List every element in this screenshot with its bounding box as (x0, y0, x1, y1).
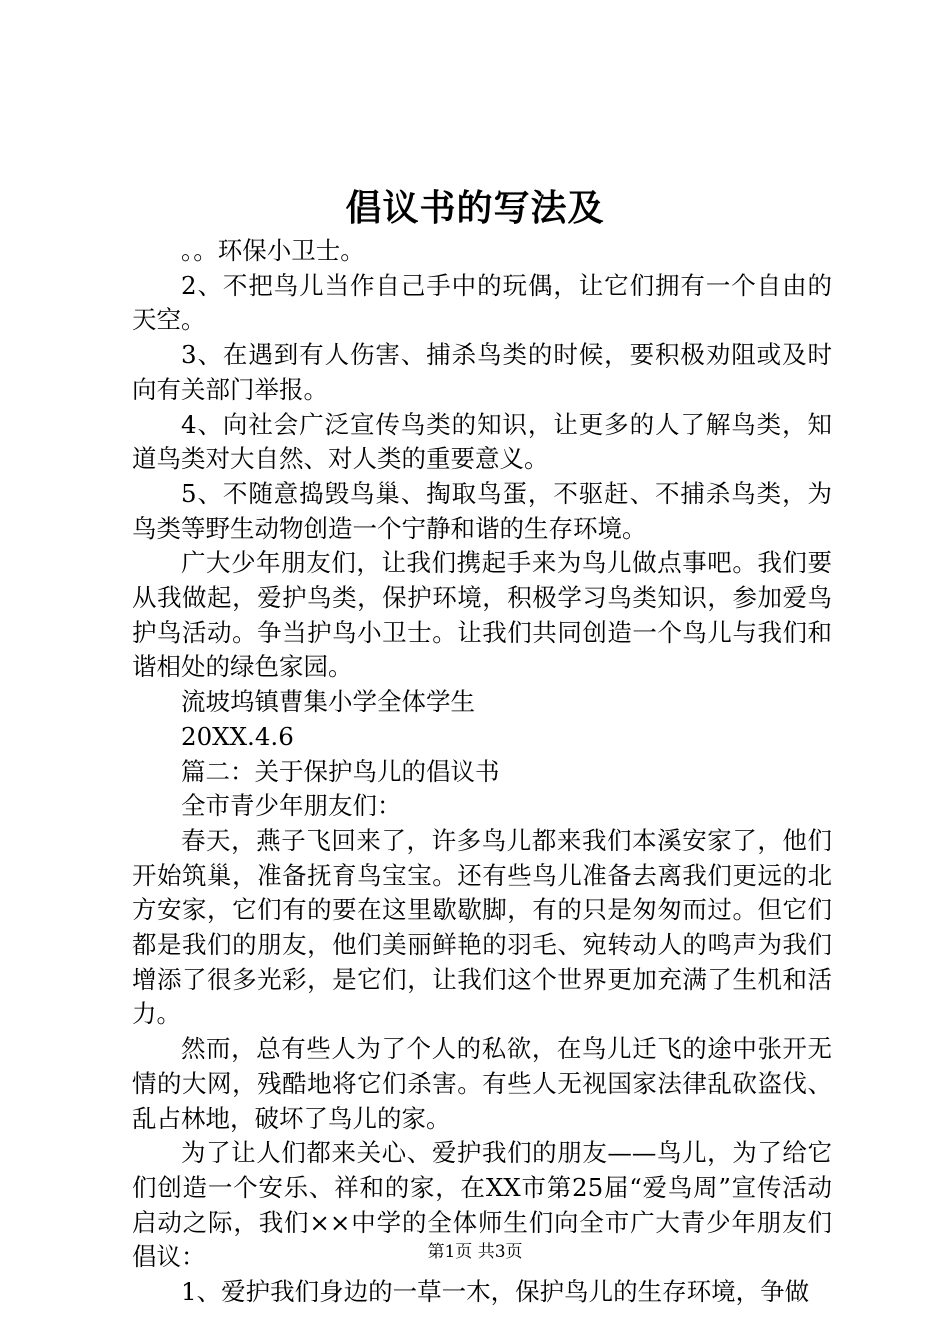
paragraph: 3、在遇到有人伤害、捕杀鸟类的时候，要积极劝阻或及时向有关部门举报。 (132, 340, 832, 404)
paragraph: 2、不把鸟儿当作自己手中的玩偶，让它们拥有一个自由的天空。 (132, 270, 832, 335)
signature-line: 流坡坞镇曹集小学全体学生 (181, 687, 475, 717)
page-footer: 第1页 共3页 (427, 1242, 523, 1262)
date-line: 20XX.4.6 (181, 721, 294, 751)
paragraph: 5、不随意捣毁鸟巢、掏取鸟蛋，不驱赶、不捕杀鸟类，为鸟类等野生动物创造一个宁静和谐的生存环境。 (132, 478, 832, 543)
paragraph: 4、向社会广泛宣传鸟类的知识，让更多的人了解鸟类，知道鸟类对大自然、对人类的重要意义。 (132, 409, 832, 474)
paragraph: 广大少年朋友们，让我们携起手来为鸟儿做点事吧。我们要从我做起，爱护鸟类，保护环境，积极学习鸟类知识，参加爱鸟护鸟活动。争当护鸟小卫士。让我们共同创造一个鸟儿与我们和谐相处的绿色家园。 (132, 548, 832, 682)
paragraph: 1、爱护我们身边的一草一木，保护鸟儿的生存环境，争做 (181, 1277, 810, 1307)
paragraph: 为了让人们都来关心、爱护我们的朋友——鸟儿，为了给它们创造一个安乐、祥和的家，在XX市第25届“爱鸟周”宣传活动启动之际，我们××中学的全体师生们向全市广大青少年朋友们倡议： (132, 1138, 832, 1272)
salutation: 全市青少年朋友们： (181, 791, 402, 821)
document-title: 倡议书的写法及 (345, 187, 605, 229)
paragraph: 春天，燕子飞回来了，许多鸟儿都来我们本溪安家了，他们开始筑巢，准备抚育鸟宝宝。还有些鸟儿准备去离我们更远的北方安家，它们有的要在这里歇歇脚，有的只是匆匆而过。但它们都是我们的朋友，他们美丽鲜艳的羽毛、宛转动人的鸣声为我们增添了很多光彩，是它们，让我们这个世界更加充满了生机和活力。 (132, 825, 832, 1029)
paragraph: 然而，总有些人为了个人的私欲，在鸟儿迁飞的途中张开无情的大网，残酷地将它们杀害。有些人无视国家法律乱砍盗伐、乱占林地，破坏了鸟儿的家。 (132, 1034, 832, 1133)
paragraph: 。。环保小卫士。 (181, 236, 365, 265)
document-body (132, 234, 832, 1310)
section-heading: 篇二：关于保护鸟儿的倡议书 (181, 756, 500, 786)
